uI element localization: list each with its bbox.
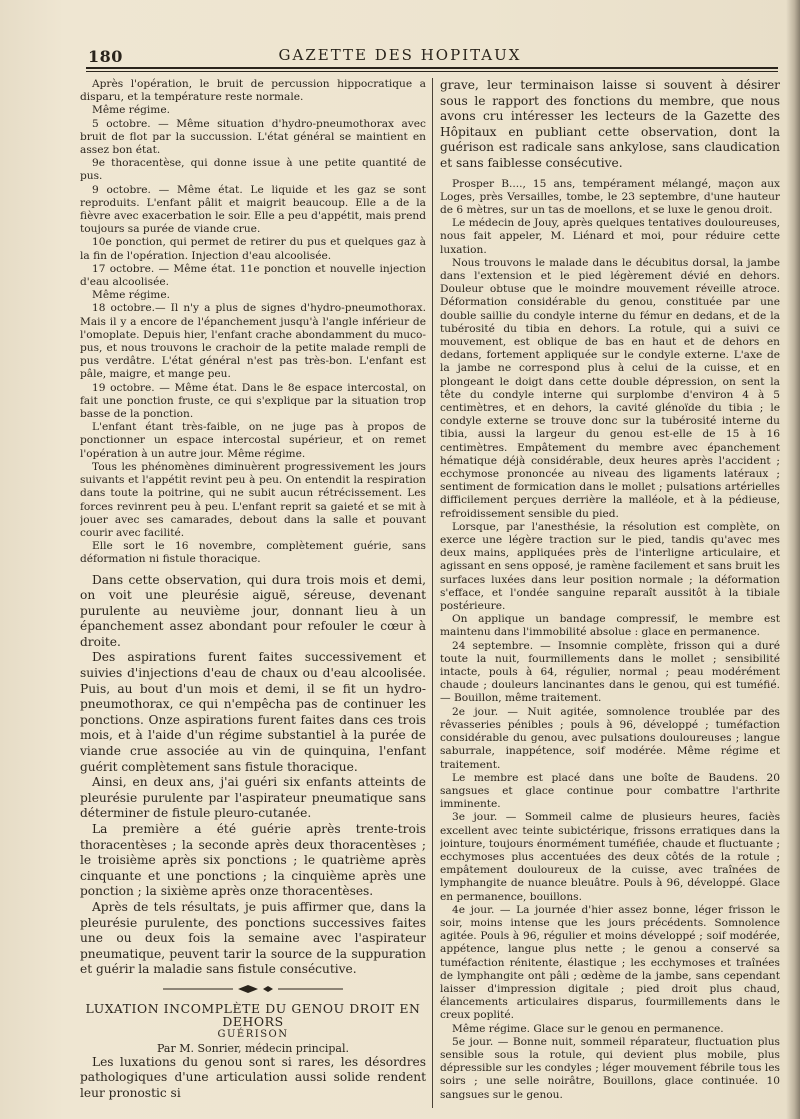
case-paragraph: 19 octobre. — Même état. Dans le 8e espace intercostal, on fait une ponction fruste, ce qui s'explique par la situation trop basse de la ponction.: [80, 381, 426, 421]
article-paragraph: Le membre est placé dans une boîte de Baudens. 20 sangsues et glace continue pour combattre l'arthrite imminente.: [440, 771, 780, 811]
case-paragraph: Tous les phénomènes diminuèrent progressivement les jours suivants et l'appétit revint peu à peu. On entendit la respiration dans toute la poitrine, qui ne subit aucun rétrécissement. Les forces revinrent peu à peu. L'enfant reprit sa gaieté et se mit à jouer avec ses camarades, debout dans la salle et pouvant courir avec facilité.: [80, 460, 426, 539]
article-byline: Par M. Sonrier, médecin principal.: [157, 1041, 349, 1055]
article-paragraph: Même régime. Glace sur le genou en permanence.: [452, 1022, 724, 1035]
commentary-paragraph: Des aspirations furent faites successivement et suivies d'injections d'eau de chaux ou d'eau alcoolisée. Puis, au bout d'un mois et demi, il se fit un hydro-pneumothorax, ce qui n'empêcha pas de continuer les ponctions. Onze aspirations furent faites dans ces trois mois, et à l'aide d'un régime substantiel à la purée de viande crue associée au vin de quinquina, l'enfant guérit complètement sans fistule thoracique.: [80, 650, 426, 774]
ornamental-separator: [163, 984, 343, 994]
article-paragraph: 5e jour. — Bonne nuit, sommeil réparateur, fluctuation plus sensible sous la rotule, qui devient plus mobile, plus dépressible sur les condyles ; léger mouvement fébrile tous les soirs ; une selle noirâtre, Bouillons, glace continuée. 10 sangsues sur le genou.: [440, 1035, 780, 1101]
article-paragraph: 24 septembre. — Insomnie complète, frisson qui a duré toute la nuit, fourmillements dans le mollet ; sensibilité intacte, pouls à 64, régulier, normal ; peau modérément chaude ; douleurs lancinantes dans le genou, qui est tuméfié. — Bouillon, même traitement.: [440, 639, 780, 705]
case-paragraph: 9 octobre. — Même état. Le liquide et les gaz se sont reproduits. L'enfant pâlit et maigrit beaucoup. Elle a de la fièvre avec exacerbation le soir. Elle a peu d'appétit, mais prend toujours sa purée de viande crue.: [80, 183, 426, 236]
commentary-paragraph: Ainsi, en deux ans, j'ai guéri six enfants atteints de pleurésie purulente par l'aspirateur pneumatique sans déterminer de fistule pleuro-cutanée.: [80, 775, 426, 821]
left-column: [80, 78, 426, 1113]
right-column: [440, 78, 780, 1113]
case-paragraph: Même régime.: [92, 289, 170, 302]
article-paragraph: grave, leur terminaison laisse si souvent à désirer sous le rapport des fonctions du membre, que nous avons cru intéresser les lecteurs de la Gazette des Hôpitaux en publiant cette observation, dont la guérison est radicale sans ankylose, sans claudication et sans faiblesse consécutive.: [440, 78, 780, 170]
case-paragraph: 5 octobre. — Même situation d'hydro-pneumothorax avec bruit de flot par la succussion. L'état général se maintient en assez bon état.: [80, 117, 426, 157]
running-title: GAZETTE DES HOPITAUX: [278, 46, 522, 64]
case-paragraph: 18 octobre.— Il n'y a plus de signes d'hydro-pneumothorax. Mais il y a encore de l'épanchement jusqu'à l'angle inférieur de l'omoplate. Depuis hier, l'enfant crache abondamment du muco-pus, et nous trouvons le crachoir de la petite malade rempli de pus verdâtre. L'état général n'est pas très-bon. L'enfant est pâle, maigre, et mange peu.: [80, 302, 426, 381]
article-paragraph: On applique un bandage compressif, le membre est maintenu dans l'immobilité absolue : glace en permanence.: [440, 613, 780, 639]
page-number: 180: [88, 47, 123, 66]
article-paragraph: 3e jour. — Sommeil calme de plusieurs heures, faciès excellent avec teinte subictérique, frissons erratiques dans la jointure, toujours énormément tuméfiée, chaude et fluctuante ; ecchymoses plus accentuées des deux côtés de la rotule ; empâtement douloureux de la cuisse, avec traînées de lymphangite de nuance bleuâtre. Pouls à 96, développé. Glace en permanence, bouillons.: [440, 811, 780, 903]
page-edge-shadow: [786, 0, 800, 1119]
article-title: LUXATION INCOMPLÈTE DU GENOU DROIT EN DEHORS: [85, 1000, 421, 1030]
article-paragraph: 2e jour. — Nuit agitée, somnolence troublée par des rêvasseries pénibles ; pouls à 96, développé ; tuméfaction considérable du genou, avec pulsations douloureuses ; langue saburrale, inappétence, soif modérée. Même régime et traitement.: [440, 705, 780, 771]
case-paragraph: Elle sort le 16 novembre, complètement guérie, sans déformation ni fistule thoracique.: [80, 540, 426, 566]
case-paragraph: 17 octobre. — Même état. 11e ponction et nouvelle injection d'eau alcoolisée.: [80, 262, 426, 289]
header-rule: [86, 67, 778, 69]
case-paragraph: L'enfant étant très-faible, on ne juge pas à propos de ponctionner un espace intercostal supérieur, et on remet l'opération à un autre jour. Même régime.: [80, 421, 426, 460]
case-paragraph: Même régime.: [92, 104, 170, 117]
column-divider: [432, 78, 433, 1108]
article-paragraph: Nous trouvons le malade dans le décubitus dorsal, la jambe dans l'extension et le pied légèrement dévié en dehors. Douleur obtuse que le moindre mouvement réveille atroce. Déformation considérable du genou, constituée par une double saillie du condyle interne du fémur en dedans, et de la tubérosité du tibia en dehors. La rotule, qui a suivi ce mouvement, est oblique de bas en haut et de dehors en dedans, fortement appliquée sur le condyle externe. L'axe de la jambe ne correspond plus à celui de la cuisse, et en plongeant le doigt dans cette double dépression, on sent la tête du condyle interne qui surplombe d'environ 4 à 5 centimètres, et en dehors, la cavité glénoïde du tibia ; le condyle externe se trouve donc sur la tubérosité interne du tibia, aussi la largeur du genou est-elle de 15 à 16 centimètres. Empâtement du membre avec épanchement hématique déjà considérable, deux heures après l'accident ; ecchymose prononcée au niveau des ligaments latéraux ; sentiment de formication dans le mollet ; pulsations artérielles difficilement perçues derrière la malléole, et à la pédieuse, refroidissement sensible du pied.: [440, 256, 780, 520]
header-rule-thin: [86, 71, 778, 72]
case-paragraph: 9e thoracentèse, qui donne issue à une petite quantité de pus.: [80, 157, 426, 183]
article-paragraph: 4e jour. — La journée d'hier assez bonne, léger frisson le soir, moins intense que les jours précédents. Somnolence agitée. Pouls à 96, régulier et moins développé ; soif modérée, appétence, langue plus nette ; le genou a conservé sa tuméfaction rénitente, élastique ; les ecchymoses et traînées de lymphangite ont pâli ; œdème de la jambe, sans cependant laisser d'impression digitale ; pied droit plus chaud, élancements articulaires disparus, fourmillements dans le creux poplité.: [440, 903, 780, 1022]
case-paragraph: Après l'opération, le bruit de percussion hippocratique a disparu, et la température reste normale.: [80, 78, 426, 104]
article-intro: Les luxations du genou sont si rares, les désordres pathologiques d'une articulation aussi solide rendent leur pronostic si: [80, 1054, 426, 1100]
commentary-paragraph: Après de tels résultats, je puis affirmer que, dans la pleurésie purulente, des ponctions successives faites une ou deux fois la semaine avec l'aspirateur pneumatique, peuvent tarir la source de la suppuration et guérir la maladie sans fistule consécutive.: [80, 899, 426, 977]
article-paragraph: Le médecin de Jouy, après quelques tentatives douloureuses, nous fait appeler, M. Liénard et moi, pour réduire cette luxation.: [440, 217, 780, 256]
commentary-paragraph: Dans cette observation, qui dura trois mois et demi, on voit une pleurésie aiguë, séreuse, devenant purulente au neuvième jour, donnant lieu à un épanchement assez abondant pour refouler le cœur à droite.: [80, 572, 426, 649]
case-paragraph: 10e ponction, qui permet de retirer du pus et quelques gaz à la fin de l'opération. Injection d'eau alcoolisée.: [80, 236, 426, 262]
article-paragraph: Lorsque, par l'anesthésie, la résolution est complète, on exerce une légère traction sur le pied, tandis qu'avec mes deux mains, appliquées près de l'interligne articulaire, et agissant en sens opposé, je ramène facilement et sans bruit les surfaces luxées dans leur position normale ; la déformation s'efface, et l'ondée sanguine reparaît aussitôt à la tibiale postérieure.: [440, 520, 780, 613]
commentary-paragraph: La première a été guérie après trente-trois thoracentèses ; la seconde après deux thoracentèses ; le troisième après six ponctions ; le quatrième après cinquante et une ponctions ; la cinquième après une ponction ; la sixième après onze thoracentèses.: [80, 822, 426, 899]
article-subtitle: GUÉRISON: [217, 1029, 289, 1041]
article-paragraph: Prosper B...., 15 ans, tempérament mélangé, maçon aux Loges, près Versailles, tombe, le 23 septembre, d'une hauteur de 6 mètres, sur un tas de moellons, et se luxe le genou droit.: [440, 177, 780, 216]
